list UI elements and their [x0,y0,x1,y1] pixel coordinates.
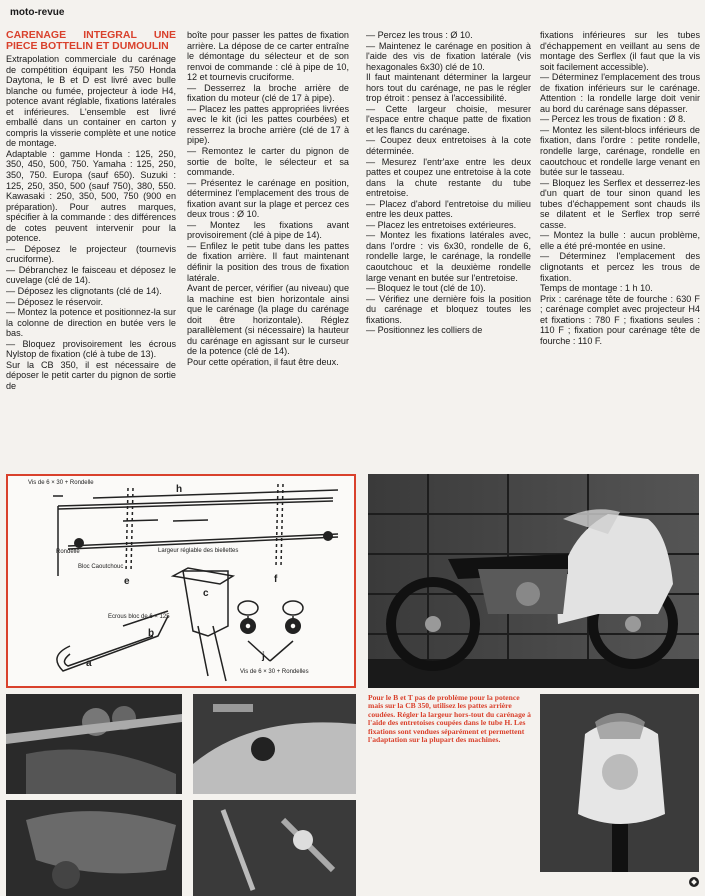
label-rondelle: Rondelle [56,549,80,555]
paragraph: — Montez les fixations avant provisoirement (clé à pipe de 14). [187,219,349,241]
paragraph: — Montez les silent-blocs inférieurs de fixation, dans l'ordre : petite rondelle, rondelle large, carénage, rondelle en caoutchouc et rondelle large venant en butée sur le tasseau. [540,124,700,178]
article-column-4 [540,30,700,470]
paragraph: — Placez d'abord l'entretoise du milieu entre les deux pattes. [366,198,531,220]
paragraph: — Déterminez l'emplacement des trous de fixation inférieurs sur le carénage. Attention : la rondelle large doit venir au bord du carénage sans dépasser. [540,72,700,114]
fairing-front-photo [540,694,699,872]
paragraph: Adaptable : gamme Honda : 125, 250, 350, 450, 500, 750. Yamaha : 125, 250, 350, 750. Europa (sauf 650). Suzuki : 125, 250, 350, 500 (sauf 750), 380, 550. Kawasaki : 250, 350, 500, 750 (900 en préparation). Pour autres marques, spécifier à la commande : des différences de cotes peuvent intervenir pour la potence. [6,148,176,244]
paragraph: — Bloquez provisoirement les écrous Nylstop de fixation (clé à tube de 13). [6,338,176,360]
paragraph: — Déposez les clignotants (clé de 14). [6,286,162,297]
paragraph: Extrapolation commerciale du carénage de compétition équipant les 750 Honda Daytona, le B et D est livré avec bulle blanche ou fumée, projecteur à iode H4, potence avant réglable, fixations latérales et inférieures. L'ensemble est livré emballé dans un container en carton y compris la visserie complète et une notice de montage. [6,54,176,149]
paragraph: — Vérifiez une dernière fois la position du carénage et bloquez toutes les fixations. [366,293,531,325]
paragraph: Il faut maintenant déterminer la largeur hors tout du carénage, ne pas le régler trop étroit : pensez à l'accessibilité. [366,72,531,104]
letter-c: c [203,588,209,599]
paragraph: — Desserrez la broche arrière de fixation du moteur (clé de 17 à pipe). [187,82,349,104]
paragraph: — Déposez le réservoir. [6,296,104,307]
paragraph: boîte pour passer les pattes de fixation arrière. La dépose de ce carter entraîne le démontage du sélecteur et de son renvoi de commande : clé à pipe de 10, 12 et tournevis cruciforme. [187,30,349,83]
tools-photo [193,800,356,896]
paragraph: Temps de montage : 1 h 10. [540,283,653,294]
paragraph: — Déterminez l'emplacement des clignotants et percez les trous de fixation. [540,251,700,283]
paragraph: — Débranchez le faisceau et déposez le cuvelage (clé de 14). [6,264,176,286]
paragraph: — Montez les fixations latérales avec, dans l'ordre : vis 6x30, rondelle de 6, rondelle large, le carénage, la rondelle caoutchouc et la deuxième rondelle large venant en butée sur l'entretoise. [366,230,531,283]
paragraph: — Montez la potence et positionnez-la sur la colonne de direction en butée vers le bas. [6,307,176,339]
letter-a: a [86,658,92,669]
paragraph: — Placez les pattes appropriées livrées avec le kit (ici les pattes courbées) et resserrez la broche arrière (clé de 17 à pipe). [187,103,349,146]
paragraph: — Montez la bulle : aucun problème, elle a été pré-montée en usine. [540,230,700,251]
letter-f: f [274,574,278,585]
paragraph: — Bloquez le tout (clé de 10). [366,283,486,294]
paragraph: — Percez les trous de fixation : Ø 8. [540,114,686,125]
article-column-2 [187,30,349,470]
motorcycle-photo [368,474,699,688]
paragraph: — Percez les trous : Ø 10. [366,30,473,40]
fixation-detail-photo [193,694,356,794]
fixation-diagram [6,474,356,688]
label-vis-rondelles: Vis de 6 × 30 + Rondelles [240,669,309,675]
paragraph: Avant de percer, vérifier (au niveau) que la machine est bien horizontale ainsi que le carénage (la plage du carénage doit être horizontale). Réglez parallèlement (si nécessaire) la hauteur du carénage en agissant sur le curseur de la potence (clé de 14). [187,283,349,357]
section-header: moto-revue [10,7,65,18]
paragraph: — Déposez le projecteur (tournevis cruciforme). [6,243,176,265]
end-of-article-icon [689,877,699,887]
paragraph: Prix : carénage tête de fourche : 630 F ; carénage complet avec projecteur H4 et fixations : 780 F ; fixations seules : 110 F ; fixation pour carénage tête de fourche : 110 F. [540,293,700,346]
label-bloc-caoutchouc: Bloc Caoutchouc [78,564,124,570]
paragraph: — Bloquez les Serflex et desserrez-les d'un quart de tour sinon quand les tubes d'échappement sont chauds ils se dilatent et le Serflex trop serré casse. [540,177,700,230]
handlebar-photo [6,694,182,794]
paragraph: Sur la CB 350, il est nécessaire de déposer le petit carter du pignon de sortie de [6,359,176,391]
label-ecrous: Ecrous bloc de 6 × 125 [108,614,170,620]
paragraph: — Positionnez les colliers de [366,325,483,336]
letter-b: b [148,628,155,639]
article-title: CARENAGE INTEGRAL UNE PIECE BOTTELIN ET DUMOULIN [6,30,176,52]
article-column-3 [366,30,531,470]
letter-j: j [262,651,265,662]
article-column-1 [6,30,176,470]
paragraph: Pour cette opération, il faut être deux. [187,356,339,367]
letter-e: e [124,576,130,587]
letter-h: h [176,484,183,495]
paragraph: — Mesurez l'entr'axe entre les deux pattes et coupez une entretoise à la cote dans la chute restante du tube entretoise. [366,156,531,199]
paragraph: — Maintenez le carénage en position à l'aide des vis de fixation latérale (vis hexagonales 6x30) clé de 10. [366,40,531,72]
paragraph: — Présentez le carénage en position, déterminez l'emplacement des trous de fixation avant sur la plage et percez ces deux trous : Ø 10. [187,177,349,220]
label-vis-rondelle: Vis de 6 × 30 + Rondelle [28,480,94,486]
tank-photo [6,800,182,896]
photo-caption: Pour le B et T pas de problème pour la potence mais sur la CB 350, utilisez les pattes arrière coudées. Régler la largeur hors-tout du carénage à l'aide des entretoises coupées dans le tube H. Les fixations sont vendues séparément et permettent l'adaptation sur la plupart des machines. [368,693,531,745]
label-largeur: Largeur réglable des biellettes [158,548,239,554]
paragraph: — Placez les entretoises extérieures. [366,219,517,230]
paragraph: — Cette largeur choisie, mesurer l'espace entre chaque patte de fixation et les flancs du carénage. [366,103,531,135]
paragraph: — Enfilez le petit tube dans les pattes de fixation arrière. Il faut maintenant définir la position des trous de fixation latérale. [187,240,349,283]
paragraph: — Remontez le carter du pignon de sortie de boîte, le sélecteur et sa commande. [187,146,349,178]
paragraph: fixations inférieures sur les tubes d'échappement en veillant au sens de montage des Serflex (il faut que la vis soit facilement accessible). [540,30,700,72]
paragraph: — Coupez deux entretoises à la cote déterminée. [366,135,531,157]
diagram-drawing [8,476,354,686]
